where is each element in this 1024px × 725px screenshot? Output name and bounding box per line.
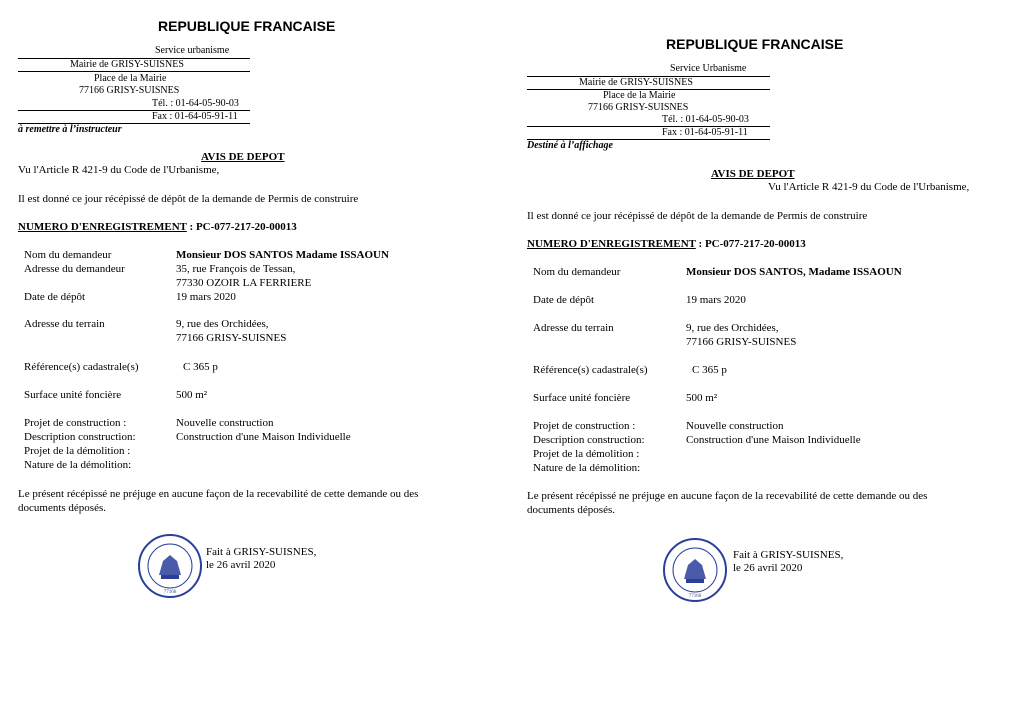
surface-value: 500 m² xyxy=(686,392,718,404)
disclaimer-line2: documents déposés. xyxy=(18,502,106,514)
service-label: Service Urbanisme xyxy=(670,63,747,74)
mairie-seal-stamp-icon xyxy=(662,537,728,603)
svg-text:77166: 77166 xyxy=(688,594,702,599)
mairie-address: Place de la Mairie xyxy=(603,90,676,101)
registration-value: : PC-077-217-20-00013 xyxy=(186,221,297,233)
cadastral-ref-label: Référence(s) cadastrale(s) xyxy=(533,364,648,376)
applicant-name-label: Nom du demandeur xyxy=(533,266,621,278)
construction-description-label: Description construction: xyxy=(533,434,645,446)
demolition-project-label: Projet de la démolition : xyxy=(533,448,640,460)
disclaimer-line1: Le présent récépissé ne préjuge en aucune façon de la recevabilité de cette demande ou des xyxy=(18,488,419,500)
construction-description-label: Description construction: xyxy=(24,431,136,443)
avis-title: AVIS DE DEPOT xyxy=(201,151,285,163)
mairie-city: 77166 GRISY-SUISNES xyxy=(588,102,689,113)
signed-place: Fait à GRISY-SUISNES, xyxy=(733,549,844,561)
mairie-name: Mairie de GRISY-SUISNES xyxy=(70,59,184,70)
mairie-fax: Fax : 01-64-05-91-11 xyxy=(662,127,748,138)
intro-text: Il est donné ce jour récépissé de dépôt de la demande de Permis de construire xyxy=(18,193,359,205)
applicant-address-label: Adresse du demandeur xyxy=(24,263,125,275)
construction-description-value: Construction d'une Maison Individuelle xyxy=(686,434,861,446)
demolition-nature-label: Nature de la démolition: xyxy=(533,462,641,474)
deposit-date-value: 19 mars 2020 xyxy=(176,291,236,303)
demolition-project-label: Projet de la démolition : xyxy=(24,445,131,457)
intro-text: Il est donné ce jour récépissé de dépôt de la demande de Permis de construire xyxy=(527,210,868,222)
svg-text:77166: 77166 xyxy=(163,590,177,595)
cadastral-ref-value: C 365 p xyxy=(183,361,218,373)
disclaimer-line2: documents déposés. xyxy=(527,504,615,516)
mairie-tel: Tél. : 01-64-05-90-03 xyxy=(152,98,239,109)
land-address-label: Adresse du terrain xyxy=(24,318,105,330)
surface-label: Surface unité foncière xyxy=(24,389,122,401)
surface-label: Surface unité foncière xyxy=(533,392,631,404)
mairie-tel: Tél. : 01-64-05-90-03 xyxy=(662,114,749,125)
applicant-name-value: Monsieur DOS SANTOS, Madame ISSAOUN xyxy=(686,266,902,278)
registration-number xyxy=(18,221,297,233)
avis-title: AVIS DE DEPOT xyxy=(711,168,795,180)
applicant-address-line2: 77330 OZOIR LA FERRIERE xyxy=(176,277,312,289)
signed-place: Fait à GRISY-SUISNES, xyxy=(206,546,317,558)
demolition-nature-label: Nature de la démolition: xyxy=(24,459,132,471)
republic-title: REPUBLIQUE FRANCAISE xyxy=(666,36,844,52)
mairie-seal-stamp-icon xyxy=(137,533,203,599)
registration-value: : PC-077-217-20-00013 xyxy=(695,238,806,250)
service-label: Service urbanisme xyxy=(155,45,230,56)
destination-note: Destiné à l’affichage xyxy=(527,140,613,151)
surface-value: 500 m² xyxy=(176,389,208,401)
disclaimer-line1: Le présent récépissé ne préjuge en aucune façon de la recevabilité de cette demande ou des xyxy=(527,490,928,502)
deposit-date-label: Date de dépôt xyxy=(533,294,595,306)
construction-project-value: Nouvelle construction xyxy=(176,417,274,429)
mairie-name: Mairie de GRISY-SUISNES xyxy=(579,77,693,88)
applicant-address-line1: 35, rue François de Tessan, xyxy=(176,263,296,275)
registration-label: NUMERO D'ENREGISTREMENT xyxy=(527,238,696,250)
construction-project-label: Projet de construction : xyxy=(533,420,636,432)
document-right xyxy=(512,0,1024,725)
land-address-line2: 77166 GRISY-SUISNES xyxy=(686,336,797,348)
header-rule xyxy=(18,71,250,72)
registration-number xyxy=(527,238,806,250)
destination-note: à remettre à l’instructeur xyxy=(18,124,122,135)
mairie-fax: Fax : 01-64-05-91-11 xyxy=(152,111,238,122)
cadastral-ref-label: Référence(s) cadastrale(s) xyxy=(24,361,139,373)
construction-project-label: Projet de construction : xyxy=(24,417,127,429)
deposit-date-label: Date de dépôt xyxy=(24,291,86,303)
republic-title: REPUBLIQUE FRANCAISE xyxy=(158,18,336,34)
deposit-date-value: 19 mars 2020 xyxy=(686,294,746,306)
land-address-line1: 9, rue des Orchidées, xyxy=(176,318,269,330)
land-address-line2: 77166 GRISY-SUISNES xyxy=(176,332,287,344)
signed-date: le 26 avril 2020 xyxy=(206,559,276,571)
mairie-address: Place de la Mairie xyxy=(94,73,167,84)
mairie-city: 77166 GRISY-SUISNES xyxy=(79,85,180,96)
signed-date: le 26 avril 2020 xyxy=(733,562,803,574)
applicant-name-value: Monsieur DOS SANTOS Madame ISSAOUN xyxy=(176,249,389,261)
land-address-label: Adresse du terrain xyxy=(533,322,614,334)
article-reference: Vu l'Article R 421-9 du Code de l'Urbanisme, xyxy=(18,164,220,176)
article-reference: Vu l'Article R 421-9 du Code de l'Urbanisme, xyxy=(768,181,970,193)
cadastral-ref-value: C 365 p xyxy=(692,364,727,376)
applicant-name-label: Nom du demandeur xyxy=(24,249,112,261)
registration-label: NUMERO D'ENREGISTREMENT xyxy=(18,221,187,233)
land-address-line1: 9, rue des Orchidées, xyxy=(686,322,779,334)
construction-project-value: Nouvelle construction xyxy=(686,420,784,432)
construction-description-value: Construction d'une Maison Individuelle xyxy=(176,431,351,443)
